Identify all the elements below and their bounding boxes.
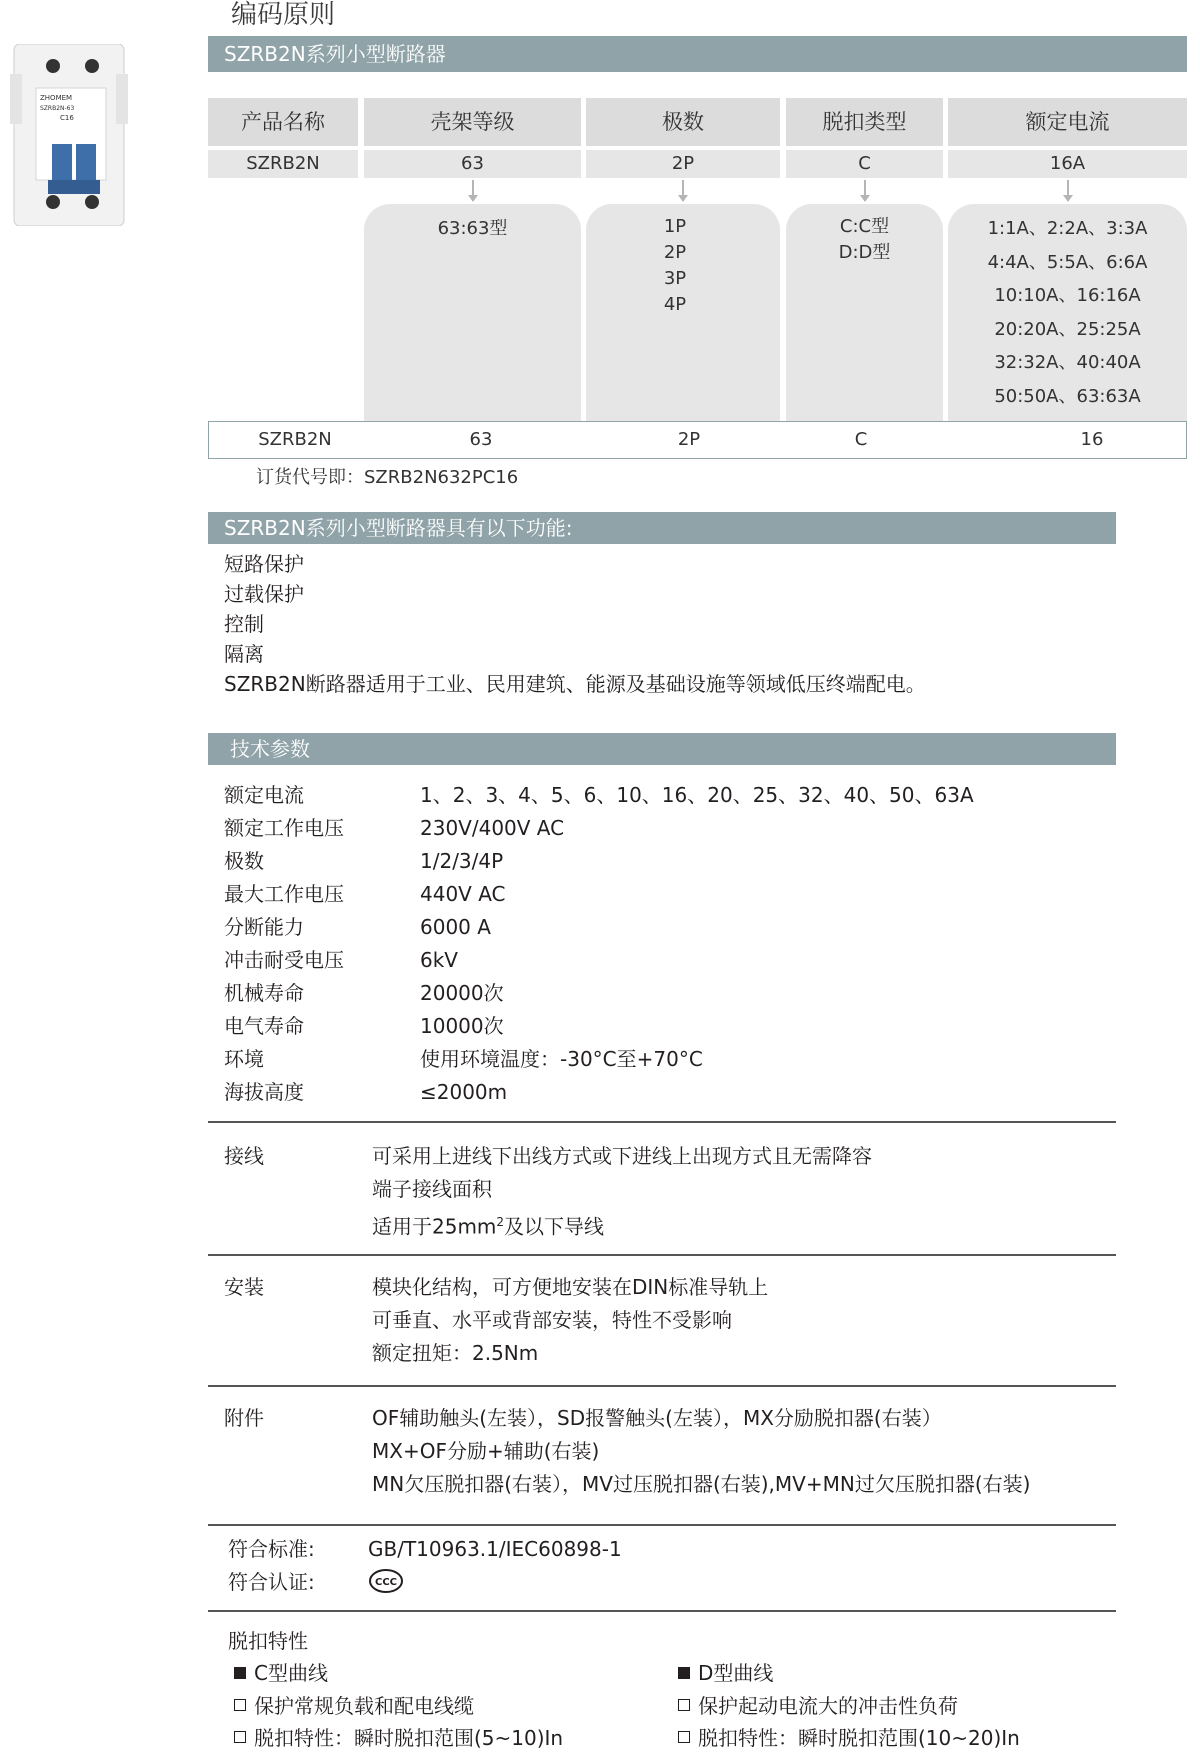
c-curve-range: 脱扣特性：瞬时脱扣范围(5~10)In	[254, 1726, 564, 1750]
code-current: 16	[1080, 429, 1104, 450]
c-curve-heading	[234, 1659, 328, 1687]
arrow-down-icon	[1067, 180, 1069, 196]
option-trip: D:D型	[838, 242, 891, 263]
param-value: 1、2、3、4、5、6、10、16、20、25、32、40、50、63A	[420, 783, 974, 807]
value-frame: 63	[364, 150, 581, 178]
options-frame	[364, 204, 581, 422]
option-current: 1:1A、2:2A、3:3A	[987, 218, 1148, 239]
param-label: 极数	[224, 849, 264, 873]
param-label: 分断能力	[224, 915, 304, 939]
options-current	[948, 204, 1187, 422]
wiring-superscript: 2	[496, 1215, 505, 1229]
accessories-label: 附件	[224, 1406, 264, 1430]
option-frame-63: 63:63型	[437, 218, 508, 239]
wiring-line-3	[372, 1208, 604, 1241]
param-label: 机械寿命	[224, 981, 304, 1005]
param-label: 冲击耐受电压	[224, 948, 344, 972]
arrow-down-icon	[682, 180, 684, 196]
value-trip-type: C	[786, 150, 943, 178]
functions-band: SZRB2N系列小型断路器具有以下功能:	[208, 512, 1116, 544]
standard-value: GB/T10963.1/IEC60898-1	[368, 1537, 622, 1561]
param-value: ≤2000m	[420, 1080, 508, 1104]
d-curve-heading	[678, 1659, 773, 1687]
function-item: 隔离	[224, 642, 264, 666]
c-curve-title: C型曲线	[254, 1661, 328, 1685]
application-text: SZRB2N断路器适用于工业、民用建筑、能源及基础设施等领域低压终端配电。	[224, 672, 926, 696]
option-trip: C:C型	[839, 216, 890, 237]
param-value: 440V AC	[420, 882, 506, 906]
param-label: 海拔高度	[224, 1080, 304, 1104]
c-curve-item	[234, 1724, 563, 1752]
section-title: 编码原则	[231, 0, 336, 30]
brand-text: ZHOMEM	[40, 94, 73, 102]
wiring-line-3-pre: 适用于25mm	[372, 1214, 497, 1239]
standard-label: 符合标准:	[228, 1537, 315, 1561]
function-item: 过载保护	[224, 582, 304, 606]
open-square-icon	[234, 1731, 246, 1743]
trip-title: 脱扣特性	[228, 1629, 308, 1653]
option-current: 4:4A、5:5A、6:6A	[987, 251, 1148, 273]
arrow-down-icon	[472, 180, 474, 196]
open-square-icon	[234, 1699, 246, 1711]
option-current: 20:20A、25:25A	[994, 318, 1141, 340]
option-current: 32:32A、40:40A	[994, 352, 1141, 373]
d-curve-range: 脱扣特性：瞬时脱扣范围(10~20)In	[698, 1726, 1020, 1750]
accessories-line: OF辅助触头(左装），SD报警触头(左装），MX分励脱扣器(右装）	[372, 1406, 942, 1430]
open-square-icon	[678, 1699, 690, 1711]
options-trip-type	[786, 204, 943, 422]
c-curve-desc: 保护常规负载和配电线缆	[254, 1694, 474, 1718]
wiring-line: 端子接线面积	[372, 1177, 492, 1201]
option-pole: 4P	[663, 294, 687, 315]
accessories-line: MX+OF分励+辅助(右装)	[372, 1439, 600, 1463]
param-label: 电气寿命	[224, 1014, 304, 1038]
option-pole: 3P	[663, 268, 687, 289]
param-label: 额定工作电压	[224, 816, 344, 840]
option-pole: 2P	[663, 242, 687, 263]
wiring-line: 可采用上进线下出线方式或下进线上出现方式且无需降容	[372, 1144, 872, 1168]
param-label: 最大工作电压	[224, 882, 344, 906]
param-label: 额定电流	[224, 783, 304, 807]
open-square-icon	[678, 1731, 690, 1743]
d-curve-desc: 保护起动电流大的冲击性负荷	[698, 1694, 958, 1718]
header-trip-type: 脱扣类型	[786, 98, 943, 146]
param-value: 6000 A	[420, 915, 491, 939]
install-line: 可垂直、水平或背部安装，特性不受影响	[372, 1308, 732, 1332]
install-label: 安装	[224, 1275, 264, 1299]
filled-square-icon	[234, 1667, 246, 1679]
option-current: 50:50A、63:63A	[994, 385, 1141, 407]
divider	[208, 1121, 1116, 1123]
param-value: 230V/400V AC	[420, 816, 565, 840]
code-frame: 63	[469, 429, 493, 450]
ccc-mark-icon	[368, 1568, 404, 1594]
header-poles: 极数	[586, 98, 780, 146]
d-curve-title: D型曲线	[698, 1661, 774, 1685]
value-product-name: SZRB2N	[208, 150, 358, 178]
code-poles: 2P	[677, 429, 701, 450]
divider	[208, 1524, 1116, 1526]
function-item: 控制	[224, 612, 264, 636]
param-value: 10000次	[420, 1014, 504, 1038]
options-poles	[586, 204, 780, 422]
d-curve-item	[678, 1724, 1020, 1752]
header-product-name: 产品名称	[208, 98, 358, 146]
code-example-box	[208, 421, 1187, 459]
divider	[208, 1254, 1116, 1256]
install-line: 额定扭矩：2.5Nm	[372, 1341, 539, 1365]
header-frame: 壳架等级	[364, 98, 581, 146]
certification-label: 符合认证:	[228, 1570, 315, 1594]
model-text: SZRB2N-63	[40, 105, 75, 112]
order-code: 订货代号即：SZRB2N632PC16	[256, 467, 519, 488]
filled-square-icon	[678, 1667, 690, 1679]
value-poles: 2P	[586, 150, 780, 178]
breaker-illustration	[8, 44, 130, 226]
rating-text: C16	[60, 114, 74, 122]
option-pole: 1P	[663, 216, 687, 237]
wiring-line-3-post: 及以下导线	[504, 1214, 605, 1239]
tech-band: 技术参数	[208, 733, 1116, 765]
arrow-down-icon	[864, 180, 866, 196]
param-value: 6kV	[420, 948, 458, 972]
coding-band: SZRB2N系列小型断路器	[208, 36, 1187, 72]
param-value: 使用环境温度：-30°C至+70°C	[420, 1047, 703, 1071]
divider	[208, 1610, 1116, 1612]
divider	[208, 1385, 1116, 1387]
param-label: 环境	[224, 1047, 264, 1071]
wiring-label: 接线	[224, 1144, 264, 1168]
code-product: SZRB2N	[258, 429, 332, 450]
value-current: 16A	[948, 150, 1187, 178]
function-item: 短路保护	[224, 552, 304, 576]
param-value: 20000次	[420, 981, 504, 1005]
ccc-text: CCC	[374, 1577, 398, 1588]
c-curve-item	[234, 1692, 474, 1720]
d-curve-item	[678, 1692, 958, 1720]
breaker-image	[8, 44, 130, 226]
accessories-line: MN欠压脱扣器(右装），MV过压脱扣器(右装),MV+MN过欠压脱扣器(右装)	[372, 1472, 1031, 1496]
header-current: 额定电流	[948, 98, 1187, 146]
param-value: 1/2/3/4P	[420, 849, 504, 873]
option-current: 10:10A、16:16A	[994, 285, 1141, 306]
install-line: 模块化结构，可方便地安装在DIN标准导轨上	[372, 1275, 769, 1299]
code-trip: C	[854, 429, 868, 450]
